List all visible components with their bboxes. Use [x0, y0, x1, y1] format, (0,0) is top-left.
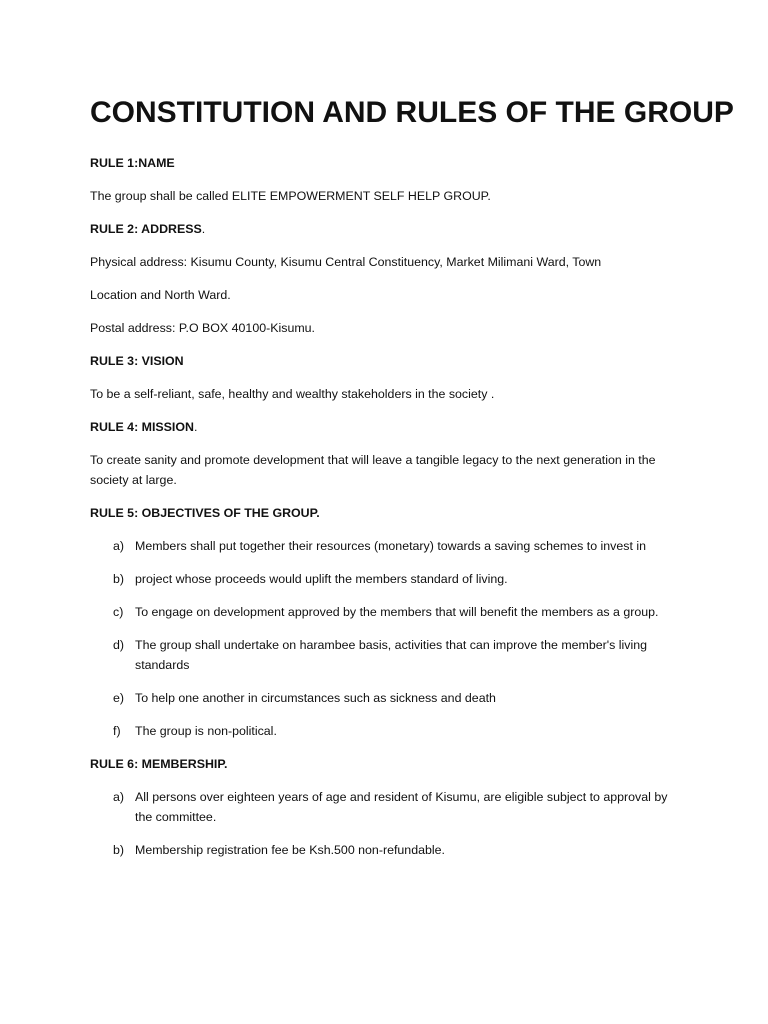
- rule-2-physical-address-cont: Location and North Ward.: [90, 287, 231, 302]
- rule-2-physical-address: Physical address: Kisumu County, Kisumu Central Constituency, Market Milimani Ward, Town: [90, 254, 602, 269]
- list-marker: b): [113, 571, 125, 586]
- list-marker: f): [113, 723, 121, 738]
- list-marker: d): [113, 637, 125, 652]
- rule-1-heading: RULE 1:NAME: [90, 155, 175, 170]
- list-item: [90, 536, 688, 556]
- list-marker: a): [113, 538, 125, 553]
- rule-5-objectives-list: [90, 536, 688, 741]
- rule-2-postal-address: Postal address: P.O BOX 40100-Kisumu.: [90, 320, 315, 335]
- rule-3-heading: RULE 3: VISION: [90, 353, 184, 368]
- list-item-text: Members shall put together their resources (monetary) towards a saving schemes to invest in: [135, 538, 646, 553]
- rule-6-heading: RULE 6: MEMBERSHIP.: [90, 756, 228, 771]
- list-item: [90, 721, 688, 741]
- list-item: [90, 840, 688, 860]
- list-item-text: project whose proceeds would uplift the members standard of living.: [135, 571, 508, 586]
- rule-5-heading: RULE 5: OBJECTIVES OF THE GROUP.: [90, 505, 320, 520]
- list-item-text: All persons over eighteen years of age and resident of Kisumu, are eligible subject to approval by the committee.: [135, 789, 668, 824]
- list-item: [90, 602, 688, 622]
- rule-3-text: To be a self-reliant, safe, healthy and wealthy stakeholders in the society .: [90, 386, 495, 401]
- list-item: [90, 688, 688, 708]
- rule-1-text: The group shall be called ELITE EMPOWERMENT SELF HELP GROUP.: [90, 188, 491, 203]
- list-marker: a): [113, 789, 125, 804]
- rule-2-heading-suffix: .: [201, 221, 206, 236]
- rule-4-heading-suffix: .: [193, 419, 198, 434]
- list-item-text: To engage on development approved by the members that will benefit the members as a group.: [135, 604, 659, 619]
- list-item: [90, 635, 688, 675]
- list-item-text: The group is non-political.: [135, 723, 277, 738]
- rule-6-membership-list: [90, 787, 688, 860]
- list-item-text: To help one another in circumstances such as sickness and death: [135, 690, 496, 705]
- rule-4-heading-line: [90, 417, 688, 437]
- page-title: CONSTITUTION AND RULES OF THE GROUP: [90, 96, 734, 129]
- list-marker: e): [113, 690, 125, 705]
- list-item-text: Membership registration fee be Ksh.500 non-refundable.: [135, 842, 445, 857]
- list-marker: c): [113, 604, 124, 619]
- rule-4-heading: RULE 4: MISSION: [90, 419, 194, 434]
- list-item: [90, 569, 688, 589]
- rule-4-text: To create sanity and promote development that will leave a tangible legacy to the next generation in the society at large.: [90, 452, 656, 487]
- rule-2-heading: RULE 2: ADDRESS: [90, 221, 202, 236]
- list-item-text: The group shall undertake on harambee basis, activities that can improve the member's living standards: [135, 637, 648, 672]
- rule-2-heading-line: [90, 219, 688, 239]
- list-item: [90, 787, 688, 827]
- list-marker: b): [113, 842, 125, 857]
